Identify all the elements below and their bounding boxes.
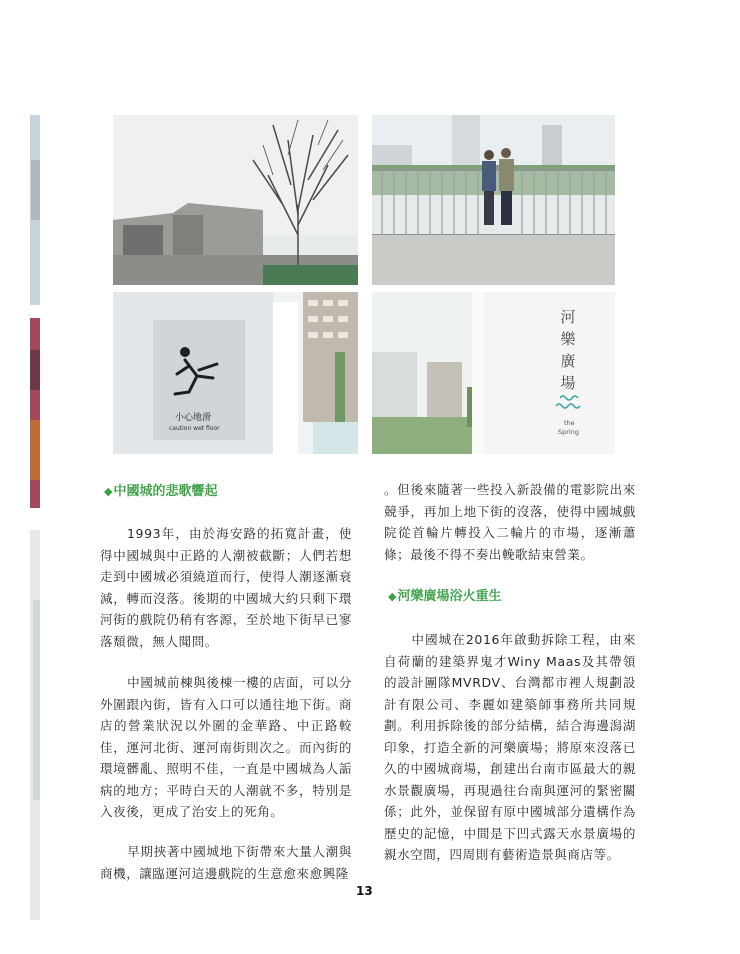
photo-couple-at-railing [372,115,615,285]
photo-spring-plaza-sign [372,292,615,454]
plaza-sign-en-2: Spring [558,428,579,436]
paragraph-5: 中國城在2016年啟動拆除工程，由來自荷蘭的建築界鬼才Winy Maas及其帶領的設計團隊MVRDV、台灣都市裡人規劃設計有限公司、李麗如建築師事務所共同規劃。利用拆除後的部分結構，結合海邊潟湖印象，打造全新的河樂廣場；將原來沒落已久的中國城商場，創建出台南市區最大的親水景觀廣場，再現過往台南與運河的緊密關係；此外，並保留有原中國城部分遺構作為歷史的記憶，中間是下凹式露天水景廣場的親水空間，四周則有藝術造景與商店等。 [384,632,636,862]
photo-bare-tree-ruins [113,115,358,285]
plaza-sign-en-1: the [564,419,575,427]
plaza-sign-vertical-text: 河 樂 廣 場 [560,308,576,392]
paragraph-3: 早期挾著中國城地下街帶來大量人潮與商機，讓臨運河這邊戲院的生意愈來愈興隆 [100,844,352,881]
paragraph-1: 1993年，由於海安路的拓寬計畫，使得中國城與中正路的人潮被截斷；人們若想走到中國城必須繞道而行，使得人潮逐漸衰減，轉而沒落。後期的中國城大約只剩下環河街的戲院仍稍有客源，至於地下街早已寥落頹微，無人聞問。 [100,526,352,649]
diamond-bullet-icon: ◆ [388,590,397,603]
paragraph-4: 。但後來隨著一些投入新設備的電影院出來競爭，再加上地下街的沒落，使得中國城戲院從首輪片轉投入二輪片的市場，逐漸蕭條；最後不得不奏出輓歌結束營業。 [384,482,636,562]
diamond-bullet-icon: ◆ [104,485,113,498]
page-number: 13 [356,884,373,898]
caution-sign-text: 小心地滑 [175,413,212,423]
left-edge-strip [0,0,40,950]
section-heading-2: ◆河樂廣場浴火重生 [388,589,502,604]
caution-sign-subtext: caution wet floor [169,425,220,432]
paragraph-2: 中國城前棟與後棟一樓的店面，可以分外圍跟內街，皆有入口可以通往地下街。商店的營業狀況以外圍的金華路、中正路較佳，運河北街、運河南街則次之。而內街的環境髒亂、照明不佳，一直是中國城為人詬病的地方；平時白天的人潮就不多，特別是入夜後，更成了治安上的死角。 [100,675,352,819]
photo-caution-sign [113,292,358,454]
section-heading-1: ◆中國城的悲歌響起 [104,484,218,499]
